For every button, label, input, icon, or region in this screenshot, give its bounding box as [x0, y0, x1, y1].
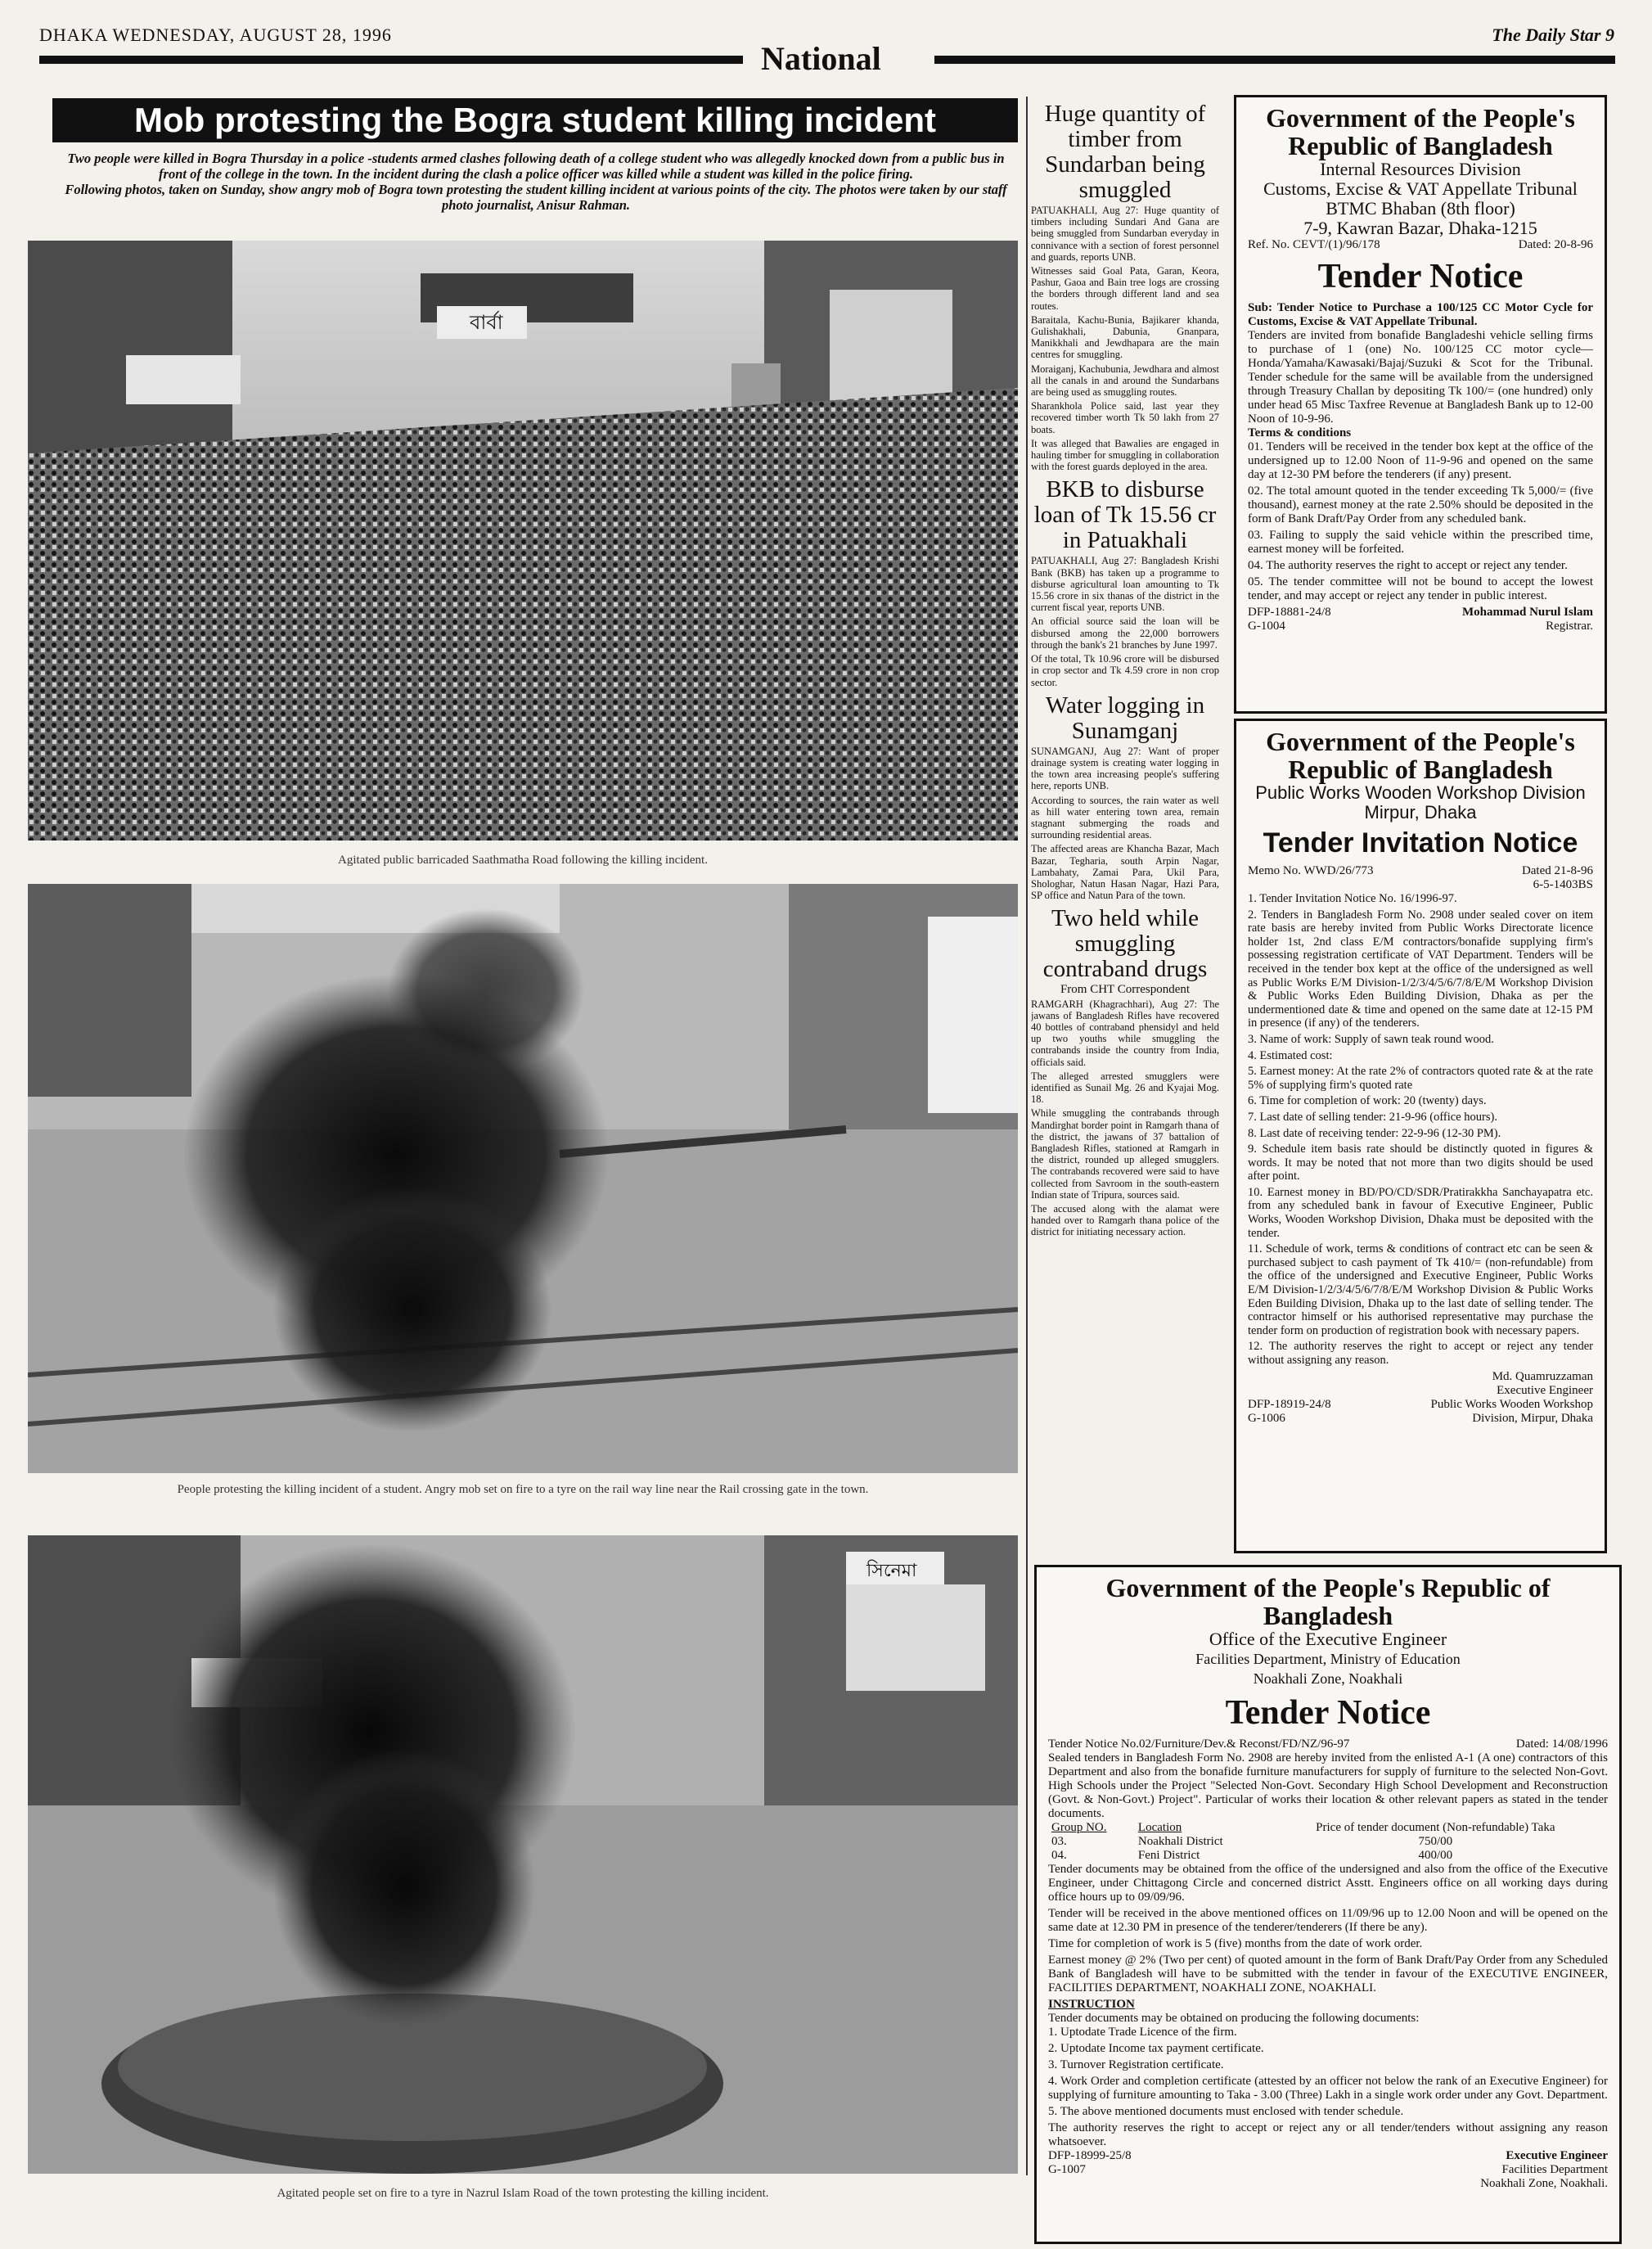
lead-intro-2: Following photos, taken on Sunday, show angry mob of Bogra town protesting the student killing incident at various points of the city. The photos were taken by our staff photo journalist, Anisur Rahman. [65, 182, 1007, 213]
ad-office: Public Works Wooden Workshop [1430, 1397, 1593, 1411]
photo-road-fire [28, 1535, 1018, 2174]
ad-body: Tenders are invited from bonafide Bangladeshi vehicle selling firms to purchase of 1 (one) No. 100/125 CC motor cycle—Honda/Yamaha/Kawasaki/Bajaj/Suzuki & Scot for the Tribunal. Tender schedule for the same will be available from the undersigned through Treasury Challan by depositing Tk 100/= (one hundred) only under head 65 Misc Taxfree Revenue at Bangladesh Bank up to 12-00 Noon of 10-9-96. [1248, 329, 1593, 426]
table-header-cell: Price of tender document (Non-refundable) Taka [1316, 1821, 1555, 1834]
story-paragraph: The accused along with the alamat were handed over to Ramgarh thana police of the district for initiating necessary action. [1031, 1203, 1219, 1238]
table-header-cell: Location [1137, 1821, 1182, 1834]
ad-group-table [1048, 1821, 1608, 1863]
story-bkb [1031, 477, 1219, 687]
photo-crowd-illustration [28, 241, 1018, 841]
ad-ref-row [1048, 1737, 1608, 1751]
ad-title: Tender Notice [1225, 1694, 1431, 1732]
photo-caption-2: People protesting the killing incident of a student. Angry mob set on fire to a tyre on the rail way line near the Rail crossing gate in the town. [177, 1483, 869, 1496]
ad-dept-line: Facilities Department, Ministry of Education [1195, 1651, 1461, 1667]
ad-items [1248, 892, 1593, 1368]
ad-footer-row [1048, 2163, 1608, 2177]
ad-office-sig: Facilities Department [1501, 2163, 1608, 2176]
ad-gno: G-1004 [1248, 620, 1285, 633]
ad-footer-row [1248, 1398, 1593, 1412]
shop-sign-1: বার্বা [470, 311, 503, 334]
table-cell: 750/00 [1418, 1835, 1453, 1848]
ad-term-item: 05. The tender committee will not be bound to accept the lowest tender, and may accept or reject any tender in public interest. [1248, 575, 1593, 602]
ad-gov-title: Government of the People's Republic of Bangladesh [1266, 727, 1575, 784]
ad-instruction-intro: Tender documents may be obtained on producing the following documents: [1048, 2012, 1420, 2025]
ad-term-item: 03. Failing to supply the said vehicle within the prescribed time, earnest money will be forfeited. [1248, 529, 1593, 556]
photo-crowd [28, 241, 1018, 841]
ad-terms [1248, 440, 1593, 603]
ad-office-line: Office of the Executive Engineer [1209, 1629, 1447, 1649]
story-paragraph: According to sources, the rain water as well as hill water entering town area, remain stagnant submerging the roads and surrounding residential areas. [1031, 794, 1219, 841]
ad-ref: Ref. No. CEVT/(1)/96/178 [1248, 238, 1380, 251]
lead-intro-1: Two people were killed in Bogra Thursday in a police -students armed clashes following death of a college student who was allegedly knocked down from a public bus in front of the college in the town. In the incident during the clash a police officer was killed while a student was killed in the police firing. [67, 151, 1005, 182]
section-title: National [761, 40, 881, 77]
ad-gov-title: Government of the People's Republic of Bangladesh [1266, 103, 1575, 160]
dateline: DHAKA WEDNESDAY, AUGUST 28, 1996 [39, 25, 392, 45]
story-paragraph: SUNAMGANJ, Aug 27: Want of proper drainage system is creating water logging in the town area increasing people's suffering here, reports UNB. [1031, 745, 1219, 792]
ad-paras [1048, 1863, 1608, 1995]
ad-designation: Executive Engineer [1497, 1383, 1593, 1397]
ad-instruction-item: 5. The above mentioned documents must enclosed with tender schedule. [1048, 2105, 1404, 2118]
ad-pwd-tender [1234, 719, 1607, 1553]
story-paragraph: Of the total, Tk 10.96 crore will be disbursed in crop sector and Tk 4.59 crore in non crop sector. [1031, 653, 1219, 688]
ad-closing: The authority reserves the right to accept or reject any or all tender/tenders without assigning any reason whatsoever. [1048, 2121, 1608, 2148]
ad-dept-line: Mirpur, Dhaka [1364, 802, 1477, 823]
ad-term-item: 02. The total amount quoted in the tender exceeding Tk 5,000/= (five thousand), earnest money at the rate 2.50% should be deposited in the form of Bank Draft/Pay Order from any scheduled bank. [1248, 485, 1593, 525]
story-water-logging [1031, 693, 1219, 902]
table-cell: 04. [1051, 1849, 1067, 1862]
photo-rail-fire [28, 884, 1018, 1473]
table-cell: Feni District [1137, 1849, 1200, 1862]
ad-title: Tender Notice [1317, 258, 1524, 295]
ad-terms-head: Terms & conditions [1248, 426, 1352, 439]
story-paragraph: RAMGARH (Khagrachhari), Aug 27: The jawans of Bangladesh Rifles have recovered 40 bottles of contraband phensidyl and held up two youths while smuggling the contrabands inside the country from India, officials said. [1031, 998, 1219, 1068]
story-headline: Two held while smuggling contraband drugs [1042, 905, 1208, 983]
ad-dept-line: Noakhali Zone, Noakhali [1253, 1670, 1403, 1687]
ad-dept-line: Internal Resources Division [1320, 159, 1521, 179]
ad-item: 7. Last date of selling tender: 21-9-96 (office hours). [1248, 1110, 1497, 1124]
table-cell: Noakhali District [1137, 1835, 1223, 1848]
ad-term-item: 01. Tenders will be received in the tender box kept at the office of the undersigned up to 12.00 Noon of 11-9-96 and opened on the same day at 12-30 PM before the tenderers (if any) present. [1248, 440, 1593, 481]
lead-headline: Mob protesting the Bogra student killing incident [52, 98, 1018, 142]
photo-road-fire-illustration [28, 1535, 1018, 2174]
ad-item: 6. Time for completion of work: 20 (twenty) days. [1248, 1094, 1487, 1108]
column-divider [1026, 97, 1028, 2175]
story-headline: Water logging in Sunamganj [1045, 692, 1205, 744]
ad-signatory: Executive Engineer [1506, 2149, 1608, 2162]
ad-instruction-item: 4. Work Order and completion certificate (attested by an officer not below the rank of an Executive Engineer) for supplying of furniture amounting to Taka - 3.00 (Three) Lakh in a single work order under any Govt. Department. [1048, 2075, 1608, 2102]
ad-instruction-item: 1. Uptodate Trade Licence of the firm. [1048, 2026, 1237, 2039]
ad-gno: G-1007 [1048, 2163, 1086, 2176]
ad-office-2: Division, Mirpur, Dhaka [1472, 1411, 1593, 1425]
ad-footer-row [1248, 606, 1593, 620]
ad-item: 10. Earnest money in BD/PO/CD/SDR/Pratirakkha Sanchayapatra etc. from any scheduled bank in favour of Executive Engineer, Public Works, Wooden Workshop Division, Dhaka must be deposited with the tender. [1248, 1185, 1593, 1240]
table-row [1048, 1835, 1608, 1849]
story-paragraph: The alleged arrested smugglers were identified as Sunail Mg. 26 and Kyajai Mog. 18. [1031, 1070, 1219, 1106]
story-paragraph: Baraitala, Kachu-Bunia, Bajikarer khanda, Gulishakhali, Dabunia, Gnanpara, Manikkhali and Jewdhapara are the main centres for smuggling. [1031, 313, 1219, 361]
ad-ref-row [1248, 238, 1593, 252]
ad-date: Dated: 20-8-96 [1518, 238, 1593, 251]
ad-instruction-head: INSTRUCTION [1048, 1998, 1135, 2011]
story-paragraph: While smuggling the contrabands through Mandirghat border point in Ramgarh thana of the district, the jawans of 37 battalion of Bangladesh Rifles, stationed at Ramgarh in the district, rounded up alleged smugglers. The contrabands recovered were said to have collected from Savroom in the south-eastern Indian state of Tripura, sources said. [1031, 1107, 1219, 1201]
ad-customs-tender [1234, 95, 1607, 714]
ad-footer-row [1248, 1412, 1593, 1426]
ad-edu-tender [1034, 1565, 1622, 2244]
ad-instructions [1048, 2026, 1608, 2119]
ad-office-sig-2: Noakhali Zone, Noakhali. [1480, 2177, 1608, 2190]
table-cell: 400/00 [1418, 1849, 1453, 1862]
photo-caption-1: Agitated public barricaded Saathmatha Road following the killing incident. [338, 854, 708, 867]
ad-subject: Sub: Tender Notice to Purchase a 100/125 CC Motor Cycle for Customs, Excise & VAT Appellate Tribunal. [1248, 301, 1593, 328]
lead-intro [57, 151, 1015, 213]
ad-item: 3. Name of work: Supply of sawn teak round wood. [1248, 1032, 1494, 1046]
ad-body: Sealed tenders in Bangladesh Form No. 2908 are hereby invited from the enlisted A-1 (A one) contractors of this Department and also from the bonafide furniture manufacturers for supply of furniture to the selected Non-Govt. High Schools under the Project "Selected Non-Govt. Secondary High School Development and Reconstruction (Govt. & Non-Govt.) Project". Particular of works their location & other relevant papers as stated in the tender documents. [1048, 1751, 1608, 1820]
ad-ref: Tender Notice No.02/Furniture/Dev.& Reconst/FD/NZ/96-97 [1048, 1737, 1350, 1751]
story-paragraph: PATUAKHALI, Aug 27: Bangladesh Krishi Bank (BKB) has taken up a programme to disburse agricultural loan amounting to Tk 15.56 crore in six thanas of the district in the current fiscal year, reports UNB. [1031, 555, 1219, 614]
story-paragraph: Witnesses said Goal Pata, Garan, Keora, Pashur, Gaoa and Bain tree logs are crossing the borders through different land and sea routes. [1031, 265, 1219, 312]
ad-item: 4. Estimated cost: [1248, 1048, 1333, 1062]
table-header-cell: Group NO. [1051, 1821, 1107, 1834]
ad-item: 1. Tender Invitation Notice No. 16/1996-97. [1248, 892, 1457, 905]
story-paragraph: An official source said the loan will be disbursed among the 22,000 borrowers through the bank's 21 branches by June 1997. [1031, 615, 1219, 651]
ad-footer-row [1048, 2149, 1608, 2163]
ad-item: 8. Last date of receiving tender: 22-9-96 (12-30 PM). [1248, 1126, 1501, 1140]
ad-designation: Registrar. [1546, 620, 1593, 633]
story-timber [1031, 101, 1219, 472]
ad-gno: G-1006 [1248, 1411, 1285, 1425]
ad-para: Earnest money @ 2% (Two per cent) of quoted amount in the form of Bank Draft/Pay Order from any Scheduled Bank of Bangladesh will have to be submitted with the tender in favour of the EXECUTIVE ENGINEER, FACILITIES DEPARTMENT, NOAKHALI ZONE, NOAKHALI. [1048, 1954, 1608, 1994]
story-headline: BKB to disburse loan of Tk 15.56 cr in Patuakhali [1033, 476, 1217, 554]
ad-dfp: DFP-18881-24/8 [1248, 606, 1331, 619]
ad-memo-row [1248, 864, 1593, 878]
ad-para: Time for completion of work is 5 (five) months from the date of work order. [1048, 1937, 1423, 1950]
table-cell: 03. [1051, 1835, 1067, 1848]
ad-para: Tender will be received in the above mentioned offices on 11/09/96 up to 12.00 Noon and will be opened on the same date at 12.30 PM in presence of the tenderer/tenderers (If there be any). [1048, 1907, 1608, 1934]
header-rule-left [39, 56, 743, 64]
ad-title: Tender Invitation Notice [1263, 827, 1578, 859]
story-paragraph: Moraiganj, Kachubunia, Jewdhara and almost all the canals in and around the Sundarbans are being used as smuggling routes. [1031, 363, 1219, 399]
ad-dfp: DFP-18999-25/8 [1048, 2149, 1132, 2162]
ad-item: 2. Tenders in Bangladesh Form No. 2908 under sealed cover on item rate basis are hereby invited from Public Works Directorate licence holder 1st, 2nd class E/M contractors/bonafide supplying firm's possessing registration certificate of VAT Department. Tenders will be received in the tender box kept at the office of the undersigned as well as Public Works E/M Division-1/2/3/4/5/6/7/8/E/M Workshop Division & Public Works Eden Building Division, Dhaka as per the undermentioned date & time and opened on the same date at 12-15 PM in presence (if any) of the tenderers. [1248, 908, 1593, 1030]
ad-date: Dated 21-8-96 [1521, 864, 1593, 877]
ad-term-item: 04. The authority reserves the right to accept or reject any tender. [1248, 559, 1568, 572]
ad-dept-line: BTMC Bhaban (8th floor) [1326, 198, 1515, 219]
ad-gov-title: Government of the People's Republic of Bangladesh [1105, 1573, 1551, 1630]
ad-footer-row [1248, 620, 1593, 633]
ad-dfp: DFP-18919-24/8 [1248, 1397, 1331, 1411]
paper-page: The Daily Star 9 [1492, 25, 1614, 45]
ad-instruction-item: 2. Uptodate Income tax payment certificate. [1048, 2042, 1264, 2055]
ad-item: 5. Earnest money: At the rate 2% of contractors quoted rate & at the rate 5% of supplying firm's quoted rate [1248, 1065, 1593, 1092]
story-byline: From CHT Correspondent [1060, 983, 1191, 997]
ad-instruction-item: 3. Turnover Registration certificate. [1048, 2058, 1224, 2071]
ad-para: Tender documents may be obtained from the office of the undersigned and also from the office of the Executive Engineer, under Chittagong Circle and concerned district Asstt. Engineers office on all working days during office hours up to 09/09/96. [1048, 1863, 1608, 1904]
photo-caption-3: Agitated people set on fire to a tyre in Nazrul Islam Road of the town protesting the killing incident. [277, 2187, 769, 2200]
table-header-row [1048, 1821, 1608, 1835]
ad-item: 12. The authority reserves the right to accept or reject any tender without assigning any reason. [1248, 1340, 1593, 1367]
story-paragraph: It was alleged that Bawalies are engaged in hauling timber for smuggling in collaboration with the forest guards deployed in the area. [1031, 437, 1219, 473]
header-rule-right [934, 56, 1615, 64]
ad-item: 9. Schedule item basis rate should be distinctly quoted in figures & words. It may be noted that not more than two digits should be used after point. [1248, 1143, 1593, 1183]
ad-dept-line: Public Works Wooden Workshop Division [1255, 782, 1586, 803]
ad-item: 11. Schedule of work, terms & conditions of contract etc can be seen & purchased subject to cash payment of Tk 410/= (non-refundable) from the office of the undersigned and Executive Engineer, Public Works E/M Division-1/2/3/4/5/6/7/8/E/M Workshop Division & Public Works Eden Building Division, Dhaka up to the last date of selling tender. The contractor himself or his authorised representative may purchase the tender form on production of registration book with necessary papers. [1248, 1242, 1593, 1337]
story-paragraph: PATUAKHALI, Aug 27: Huge quantity of timbers including Sundari And Gana are being smuggled from Sundarban everyday in connivance with a section of forest personnel and guards, reports UNB. [1031, 205, 1219, 263]
ad-dept-line: 7-9, Kawran Bazar, Dhaka-1215 [1303, 218, 1537, 238]
ad-memo: Memo No. WWD/26/773 [1248, 864, 1374, 877]
story-paragraph: Sharankhola Police said, last year they recovered timber worth Tk 50 lakh from 27 boats. [1031, 400, 1219, 435]
photo-rail-fire-illustration [28, 884, 1018, 1473]
story-drugs [1031, 906, 1219, 1237]
story-paragraph: The affected areas are Khancha Bazar, Mach Bazar, Tegharia, south Arpin Nagar, Lambahaty, Zamai Para, Ukil Para, Shologhar, Natun Hasan Nagar, Hazi Para, SP office and Natun Para of the town. [1031, 843, 1219, 902]
ad-dept-line: Customs, Excise & VAT Appellate Tribunal [1263, 178, 1578, 199]
ad-date: Dated: 14/08/1996 [1515, 1737, 1608, 1751]
ad-signatory: Mohammad Nurul Islam [1461, 606, 1593, 619]
story-headline: Huge quantity of timber from Sundarban being smuggled [1044, 101, 1206, 203]
ad-signatory: Md. Quamruzzaman [1492, 1369, 1593, 1383]
table-row [1048, 1849, 1608, 1863]
shop-sign-2: সিনেমা [867, 1561, 917, 1581]
ad-date-bs: 6-5-1403BS [1533, 878, 1593, 891]
